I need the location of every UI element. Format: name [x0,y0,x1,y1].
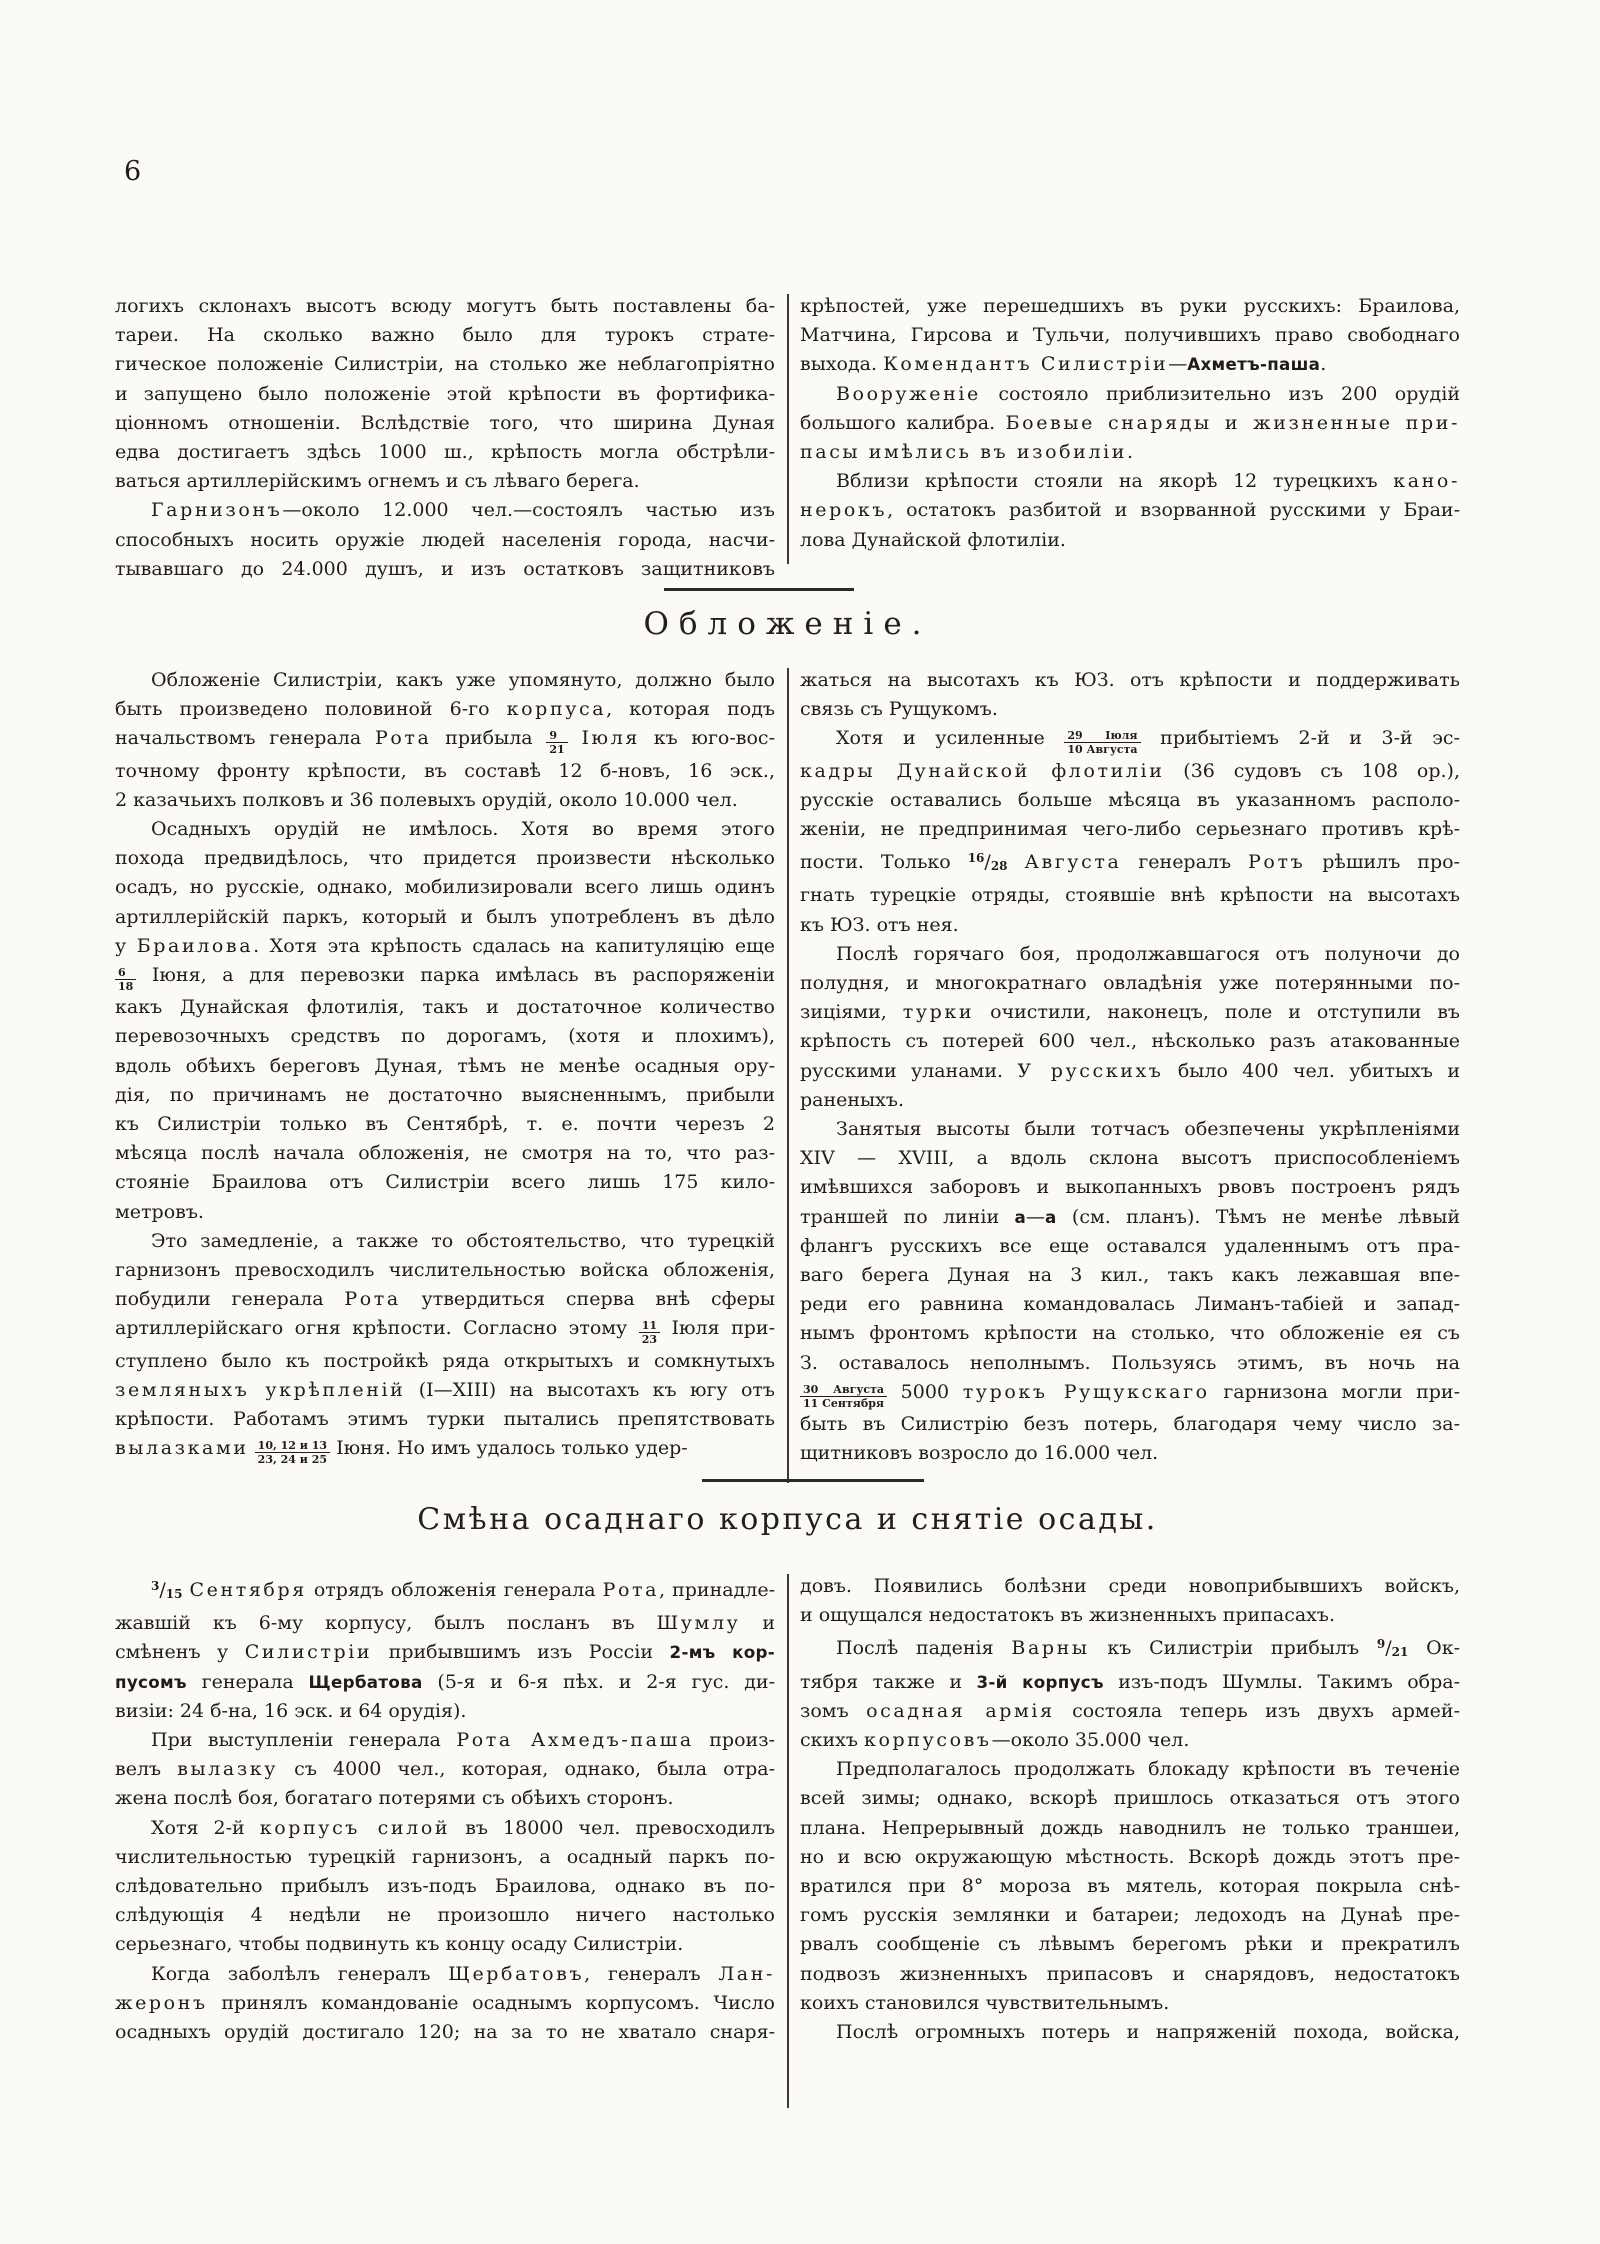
text-line: стояніе Браилова отъ Силистріи всего лишь 175 кило- [115,1171,775,1194]
section1-left-column [115,666,775,1466]
letterspaced-emphasis: вылазку [177,1758,279,1781]
fraction-denominator: 18 [118,980,134,994]
letterspaced-emphasis: Щербатовъ [448,1962,585,1985]
text-line: жавшій къ 6-му корпусу, былъ посланъ въ Шумлу и [115,1612,775,1635]
text-line: плана. Непрерывный дождь наводнилъ не только траншеи, [800,1816,1460,1839]
text-line: реди его равнина командовалась Лиманъ-табіей и запад- [800,1293,1460,1316]
section-heading-oblozhenie: Обложеніе. [643,606,932,642]
letterspaced-emphasis: Боевые снаряды и жизненные при- [1005,411,1461,434]
text-line: большого калибра. Боевые снаряды и жизненные при- [800,411,1461,434]
text-line: Занятыя высоты были тотчасъ обезпечены укрѣпленіями [836,1118,1460,1141]
fraction-numerator: 16 [967,851,985,866]
text-line: гомъ русскія землянки и батареи; ледоходъ на Дунаѣ пре- [800,1904,1460,1927]
letterspaced-emphasis: кадры Дунайской флотиліи [800,759,1165,782]
letterspaced-emphasis: корпусовъ [864,1729,992,1752]
text-line: смѣненъ у Силистріи прибывшимъ изъ Россіи 2-мъ кор- [115,1641,776,1664]
text-line: слѣдующія 4 недѣли не произошло ничего настолько [115,1904,775,1927]
fraction-denominator: 23 [641,1333,658,1347]
text-line: пости. Только $^{16}$/28 Августа генералъ Ротъ рѣшилъ про- [800,851,1460,874]
text-line: гнать турецкіе отряды, стоявшіе внѣ крѣпости на высотахъ [800,884,1460,907]
text-line: зиціями, турки очистили, наконецъ, поле и отступили въ [800,1001,1460,1024]
text-line: кадры Дунайской флотиліи (36 судовъ съ 108 ор.), [800,759,1460,782]
text-line: метровъ. [115,1200,204,1223]
text-line: раненыхъ. [800,1088,905,1111]
text-line: и запущено было положеніе этой крѣпости въ фортифика- [115,382,775,405]
section2-left-column [115,1572,775,2047]
bold-emphasis: 3-й корпусъ [976,1671,1104,1692]
text-line: къ Силистріи только въ Сентябрѣ, т. е. почти черезъ 2 [115,1113,775,1136]
letterspaced-emphasis: Рота Ахмедъ-паша [456,1729,694,1752]
letterspaced-emphasis: кано- [1393,470,1460,493]
letterspaced-emphasis: Вооруженіе [836,382,981,405]
text-line: серьезнаго, чтобы подвинуть къ концу осаду Силистріи. [115,1933,684,1956]
fraction-denominator: 21 [1391,1645,1409,1660]
letterspaced-emphasis: земляныхъ укрѣпленій [115,1378,406,1401]
bold-emphasis: Ахметъ-паша [1187,354,1321,375]
text-line: выхода. Комендантъ Силистріи—Ахметъ-паша. [800,353,1327,376]
stacked-date-fraction [1064,729,1140,756]
text-line: 30 Августа 11 Сентября 5000 турокъ Рущукскаго гарнизона могли при- [800,1378,1460,1410]
text-line: Вблизи крѣпости стояли на якорѣ 12 турецкихъ кано- [836,470,1460,493]
text-line: Обложеніе Силистріи, какъ уже упомянуто, должно было [151,669,775,691]
letterspaced-emphasis: корпусъ силой [259,1816,451,1839]
text-line: Гарнизонъ—около 12.000 чел.—состоялъ частью изъ [151,499,775,522]
slash-date-fraction: $^{16}$/28 [967,851,1008,874]
text-line: гарнизонъ превосходилъ числительностью войска обложенія, [115,1259,775,1282]
page-number: 6 [124,156,142,187]
text-line: тывавшаго до 24.000 душъ, и изъ остатковъ защитниковъ [115,557,775,580]
letterspaced-emphasis: Варны [1011,1637,1090,1660]
text-line: осадъ, но русскіе, однако, мобилизировали всего лишь одинъ [115,876,775,899]
text-line: коихъ становился чувствительнымъ. [800,1991,1170,2014]
letterspaced-emphasis: Іюля [581,727,640,750]
letterspaced-emphasis: осадная армія [866,1699,1055,1722]
letterspaced-emphasis: пасы имѣлись въ изобиліи. [800,441,1136,464]
text-line: ваться артиллерійскимъ огнемъ и съ лѣваго берега. [115,470,640,493]
text-line: тября также и 3-й корпусъ изъ-подъ Шумлы. Такимъ обра- [800,1670,1460,1693]
text-line: но и всю окружающую мѣстность. Вскорѣ дождь этотъ пре- [800,1845,1460,1868]
column-divider-rule-top [787,294,789,564]
text-line: связь съ Рущукомъ. [800,698,998,721]
letterspaced-emphasis: Августа [1024,851,1122,874]
text-line: ваго берега Дуная на 3 кил., такъ какъ лежавшая впе- [800,1264,1460,1287]
text-line: жаться на высотахъ къ ЮЗ. отъ крѣпости и поддерживать [800,669,1460,691]
text-line: нерокъ, остатокъ разбитой и взорванной русскими у Браи- [800,499,1460,522]
column-divider-rule-middle [787,668,789,1483]
letterspaced-emphasis: вылазками [115,1437,249,1460]
text-line: гическое положеніе Силистріи, на столько же неблагопріятно [115,353,775,376]
text-line: перевозочныхъ средствъ по дорогамъ, (хотя и плохимъ), [115,1025,775,1048]
text-line: вратился при 8° мороза въ мятель, которая покрыла снѣ- [800,1875,1460,1898]
text-line: Послѣ огромныхъ потерь и напряженій похода, войска, [836,2021,1460,2044]
text-line: скихъ корпусовъ—около 35.000 чел. [800,1729,1190,1752]
text-line: траншей по линіи а—а (см. планъ). Тѣмъ не менѣе лѣвый [800,1205,1460,1228]
letterspaced-emphasis: Браилова [136,934,254,957]
text-line: Послѣ паденія Варны къ Силистріи прибылъ $^9$/21 Ок- [836,1637,1461,1660]
letterspaced-emphasis: нерокъ [800,499,888,522]
stacked-date-fraction [255,1439,330,1466]
text-line: жеронъ принялъ командованіе осаднымъ корпусомъ. Число [115,1991,775,2014]
bold-emphasis: пусомъ [115,1671,187,1692]
text-line: быть произведено половиной 6-го корпуса, которая подъ [115,698,776,721]
fraction-numerator: 30 Августа [800,1383,887,1397]
section1-right-column [800,666,1460,1468]
letterspaced-emphasis: Рота [602,1579,660,1601]
text-line: числительностью турецкій гарнизонъ, а осадный паркъ по- [115,1845,775,1868]
letterspaced-emphasis: Комендантъ Силистріи [883,353,1169,376]
letterspaced-emphasis: турокъ Рущукскаго [962,1380,1210,1403]
text-line: велъ вылазку съ 4000 чел., которая, однако, была отра- [115,1758,775,1781]
text-line: артиллерійскаго огня крѣпости. Согласно этому $\frac{11}{23}$ Іюля при- [115,1317,776,1347]
text-line: къ ЮЗ. отъ нея. [800,913,959,936]
text-line: какъ Дунайская флотилія, такъ и достаточное количество [115,996,775,1019]
fraction-denominator: 21 [549,743,565,757]
fraction-denominator: 23, 24 и 25 [257,1453,328,1467]
text-line: визіи: 24 б-на, 16 эск. и 64 орудія). [115,1699,467,1722]
text-line: побудили генерала Рота утвердиться сперва внѣ сферы [115,1288,775,1311]
stacked-date-fraction [639,1319,660,1346]
text-line: пусомъ генерала Щербатова (5-я и 6-я пѣх. и 2-я гус. ди- [115,1670,776,1693]
text-line: крѣпости. Работамъ этимъ турки пытались препятствовать [115,1408,775,1431]
letterspaced-emphasis: Рота [374,727,432,750]
text-line: осадныхъ орудій достигало 120; на за то не хватало снаря- [115,2021,775,2044]
text-line: Матчина, Гирсова и Тульчи, получившихъ право свободнаго [800,324,1460,347]
column-divider-rule-bottom [787,1574,789,2108]
text-line: ступлено было къ постройкѣ ряда открытыхъ и сомкнутыхъ [115,1349,775,1372]
text-line: $\frac{6}{18}$ Іюня, а для перевозки парка имѣлась въ распоряженіи [115,961,775,993]
text-line: XIV — XVIII, а вдоль склона высотъ приспособленіемъ [800,1147,1460,1170]
top-section-left-column [115,292,775,584]
text-line: полудня, и многократнаго овладѣнія уже потерянными по- [800,972,1460,995]
bold-emphasis: а [1014,1206,1027,1227]
top-section-right-column [800,292,1460,555]
fraction-numerator: 29 Іюля [1064,729,1140,743]
text-line: слѣдовательно прибылъ изъ-подъ Браилова, однако въ по- [115,1875,775,1898]
letterspaced-emphasis: Ротъ [1248,851,1306,874]
text-line: мѣсяца послѣ начала обложенія, не смотря на то, что раз- [115,1142,775,1165]
bold-emphasis: а [1045,1206,1057,1227]
text-line: похода предвидѣлось, что придется произвести нѣсколько [115,847,775,870]
text-line: довъ. Появились болѣзни среди новоприбывшихъ войскъ, [800,1575,1460,1597]
text-line: и ощущался недостатокъ въ жизненныхъ припасахъ. [800,1604,1336,1627]
letterspaced-emphasis: У русскихъ [1017,1059,1164,1082]
text-line: быть въ Силистрію безъ потерь, благодаря чему число за- [800,1413,1460,1436]
text-line: подвозъ жизненныхъ припасовъ и снарядовъ, недостатокъ [800,1962,1460,1985]
fraction-numerator: 10, 12 и 13 [255,1439,330,1453]
stacked-date-fraction [546,729,567,756]
text-line: При выступленіи генерала Рота Ахмедъ-паша произ- [151,1729,775,1752]
text-line: женіи, не предпринимая чего-либо серьезнаго противъ крѣ- [800,818,1460,840]
text-line: всей зимы; однако, вскорѣ пришлось отказаться отъ этого [800,1787,1460,1810]
fraction-numerator: 9 [546,729,567,743]
text-line: лова Дунайской флотиліи. [800,528,1066,551]
slash-date-fraction: $^3$/15 [151,1579,183,1601]
letterspaced-emphasis: Шумлу [656,1612,741,1635]
text-line: Предполагалось продолжать блокаду крѣпости въ теченіе [836,1758,1460,1781]
fraction-denominator: 10 Августа [1067,743,1138,757]
letterspaced-emphasis: Рота [344,1288,401,1311]
text-line: Вооруженіе состояло приблизительно изъ 200 орудій [836,382,1460,405]
text-line: Послѣ горячаго боя, продолжавшагося отъ полуночи до [836,942,1460,965]
section-separator-rule [664,588,854,591]
bold-emphasis: 2-мъ кор- [669,1642,776,1663]
stacked-date-fraction [800,1383,887,1410]
fraction-numerator: 6 [115,966,136,980]
text-line: вдоль обѣихъ береговъ Дуная, тѣмъ не менѣе осадныя ору- [115,1054,775,1077]
text-line: артиллерійскій паркъ, который и былъ употребленъ въ дѣло [115,905,775,928]
text-line: Когда заболѣлъ генералъ Щербатовъ, генералъ Лан- [151,1962,775,1985]
fraction-denominator: 28 [990,859,1008,874]
text-line: щитниковъ возросло до 16.000 чел. [800,1442,1159,1465]
fraction-numerator: 11 [639,1319,660,1333]
text-line: крѣпость съ потерей 600 чел., нѣсколько разъ атакованные [800,1030,1460,1053]
fraction-denominator: 15 [165,1587,183,1601]
fraction-numerator: 3 [151,1579,160,1593]
text-line: русскими уланами. У русскихъ было 400 чел. убитыхъ и [800,1059,1460,1082]
text-line: тареи. На сколько важно было для турокъ страте- [115,324,775,347]
text-line: Осадныхъ орудій не имѣлось. Хотя во время этого [151,818,775,840]
fraction-numerator: 9 [1376,1637,1386,1652]
text-line: жена послѣ боя, богатаго потерями съ обѣихъ сторонъ. [115,1787,674,1810]
letterspaced-emphasis: турки [902,1001,975,1024]
section-heading-smena-korpusa: Смѣна осаднаго корпуса и снятіе осады. [417,1502,1158,1537]
slash-date-fraction: $^9$/21 [1376,1637,1409,1660]
text-line: земляныхъ укрѣпленій (I—XIII) на высотахъ къ югу отъ [115,1378,775,1401]
text-line: 2 казачьихъ полковъ и 36 полевыхъ орудій, около 10.000 чел. [115,788,738,811]
text-line: крѣпостей, уже перешедшихъ въ руки русскихъ: Браилова, [800,295,1460,317]
fraction-denominator: 11 Сентября [803,1396,885,1410]
text-line: $^3$/15 Сентября отрядъ обложенія генерала Рота, принадле- [151,1579,776,1601]
section2-right-column [800,1572,1460,2047]
letterspaced-emphasis: корпуса [506,698,607,721]
text-line: Хотя и усиленные 29 Іюля 10 Августа прибытіемъ 2-й и 3-й эс- [836,727,1460,757]
letterspaced-emphasis: Лан- [718,1962,775,1985]
bold-emphasis: Щербатова [308,1671,423,1692]
text-line: у Браилова. Хотя эта крѣпость сдалась на капитуляцію еще [115,934,775,957]
text-line: флангъ русскихъ все еще оставался удаленнымъ отъ пра- [800,1234,1460,1257]
text-line: начальствомъ генерала Рота прибыла $\frac{9}{21}$ Іюля къ юго-вос- [115,727,775,757]
letterspaced-emphasis: Сентября [189,1579,307,1601]
letterspaced-emphasis: Силистріи [244,1641,373,1664]
text-line: Хотя 2-й корпусъ силой въ 18000 чел. превосходилъ [151,1816,776,1839]
text-line: нымъ фронтомъ крѣпости на столько, что обложеніе ея съ [800,1322,1460,1345]
text-line: точному фронту крѣпости, въ составѣ 12 б-новъ, 16 эск., [115,759,775,782]
text-line: дія, по причинамъ не достаточно выясненнымъ, прибыли [115,1083,775,1106]
text-line: зомъ осадная армія состояла теперь изъ двухъ армей- [800,1699,1461,1722]
text-line: ціонномъ отношеніи. Вслѣдствіе того, что ширина Дуная [115,411,775,434]
text-line: рвалъ сообщеніе съ лѣвымъ берегомъ рѣки и прекратилъ [800,1933,1460,1956]
text-line: Это замедленіе, а также то обстоятельство, что турецкій [151,1229,775,1252]
text-line: способныхъ носить оружіе людей населенія города, насчи- [115,528,775,551]
text-line: имѣвшихся заборовъ и выкопанныхъ рвовъ построенъ рядъ [800,1176,1460,1199]
text-line: логихъ склонахъ высотъ всюду могутъ быть поставлены ба- [115,295,775,317]
stacked-date-fraction [115,966,136,993]
text-line: вылазками 10, 12 и 13 23, 24 и 25 Іюня. Но имъ удалось только удер- [115,1437,688,1467]
letterspaced-emphasis: жеронъ [115,1991,208,2014]
letterspaced-emphasis: Гарнизонъ [151,499,283,522]
text-line: З. оставалось неполнымъ. Пользуясь этимъ, въ ночь на [800,1351,1460,1374]
text-line: русскіе оставались больше мѣсяца въ указанномъ располо- [800,788,1460,811]
section-separator-rule-2 [702,1479,924,1482]
text-line: едва достигаетъ здѣсь 1000 ш., крѣпость могла обстрѣли- [115,441,775,464]
text-line [800,438,1460,467]
